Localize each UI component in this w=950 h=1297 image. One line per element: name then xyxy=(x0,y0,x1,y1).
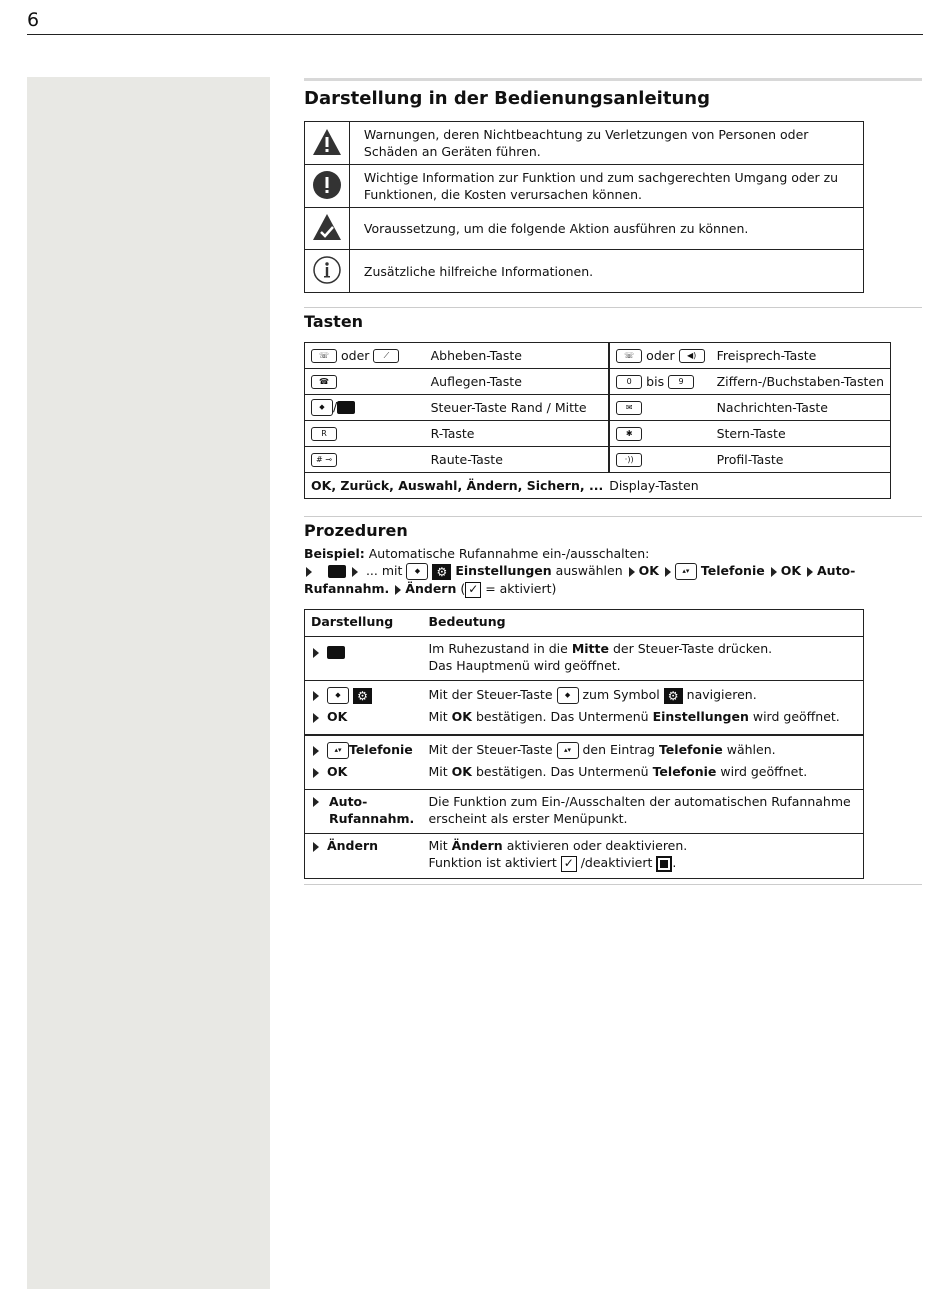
key-label: R-Taste xyxy=(425,421,610,447)
proc-left: Ändern xyxy=(305,834,423,879)
key-label: Nachrichten-Taste xyxy=(711,395,891,421)
step-arrow-icon xyxy=(313,768,319,778)
procedure-row xyxy=(305,834,864,879)
key-label: Profil-Taste xyxy=(711,447,891,473)
message-key-icon: ✉ xyxy=(616,401,642,415)
checked-box-icon: ✓ xyxy=(561,856,577,872)
keys-row xyxy=(305,395,891,421)
example-steps: ... mit ◆ ⚙ Einstellungen auswählen OK ▴▾ Telefonie OK Auto-Rufannahm. Ändern ( ✓ = aktiviert) xyxy=(304,563,856,596)
digit-zero-key-icon: 0 xyxy=(616,375,642,389)
keys-cell xyxy=(609,369,710,395)
notice-text: Wichtige Information zur Funktion und zum sachgerechten Umgang oder zu Funktionen, die Kosten verursachen können. xyxy=(349,165,863,208)
proc-right: Mit Ändern aktivieren oder deaktivieren. Funktion ist aktiviert ✓ /deaktiviert . xyxy=(422,834,863,879)
onhook-key-icon: ☎ xyxy=(311,375,337,389)
info-circle-icon xyxy=(305,250,350,293)
control-key-updown-icon: ▴▾ xyxy=(327,742,349,759)
example-mit: ... mit xyxy=(365,563,403,578)
notice-text: Voraussetzung, um die folgende Aktion ausführen zu können. xyxy=(349,208,863,250)
key-label: Steuer-Taste Rand / Mitte xyxy=(425,395,610,421)
notice-text: Zusätzliche hilfreiche Informationen. xyxy=(349,250,863,293)
key-label: Freisprech-Taste xyxy=(711,343,891,369)
control-key-icon: ◆ xyxy=(557,687,579,704)
keys-cell xyxy=(609,395,710,421)
warning-triangle-icon xyxy=(305,122,350,165)
proc-left: ◆ ⚙ OK xyxy=(305,681,423,736)
notice-row xyxy=(305,250,864,293)
key-label: Ziffern-/Buchstaben-Tasten xyxy=(711,369,891,395)
unchecked-box-icon xyxy=(656,856,672,872)
keys-cell xyxy=(609,343,710,369)
step-arrow-icon xyxy=(306,567,312,577)
settings-gear-icon: ⚙ xyxy=(432,564,451,580)
display-keys: OK, Zurück, Auswahl, Ändern, Sichern, ... xyxy=(305,473,610,499)
proc-right: Mit der Steuer-Taste ▴▾ den Eintrag Telefonie wählen. Mit OK bestätigen. Das Untermenü Telefonie wird geöffnet. xyxy=(422,735,863,790)
bis-text: bis xyxy=(646,373,665,389)
keys-cell xyxy=(609,447,710,473)
offhook-key-icon: ☏ xyxy=(311,349,337,363)
example-auto: Auto-Rufannahm. xyxy=(304,563,856,596)
display-keys-label: Display-Tasten xyxy=(609,473,890,499)
keys-cell xyxy=(609,421,710,447)
example-ok: OK xyxy=(780,563,802,578)
keys-row xyxy=(305,369,891,395)
keys-cell xyxy=(305,369,425,395)
keys-table xyxy=(304,342,891,499)
procedure-row xyxy=(305,637,864,681)
keys-cell xyxy=(305,421,425,447)
settings-gear-icon: ⚙ xyxy=(353,688,372,704)
step-arrow-icon xyxy=(395,585,401,595)
keys-title: Tasten xyxy=(304,312,364,331)
checked-box-icon: ✓ xyxy=(465,582,481,598)
step-arrow-icon xyxy=(629,567,635,577)
procedure-header-row xyxy=(305,610,864,637)
keys-row xyxy=(305,421,891,447)
digit-nine-key-icon: 9 xyxy=(668,375,694,389)
col-header: Darstellung xyxy=(311,614,394,629)
step-arrow-icon xyxy=(313,713,319,723)
step-arrow-icon xyxy=(807,567,813,577)
example-block xyxy=(304,545,864,598)
procedure-row xyxy=(305,681,864,736)
key-label: Abheben-Taste xyxy=(425,343,610,369)
speaker-key-icon: ◀) xyxy=(679,349,705,363)
procedure-table xyxy=(304,609,864,879)
example-auswaehlen: auswählen xyxy=(555,563,623,578)
control-key-center-icon xyxy=(328,565,346,578)
step-arrow-icon xyxy=(665,567,671,577)
example-line xyxy=(304,545,864,562)
settings-gear-icon: ⚙ xyxy=(664,688,683,704)
section-divider xyxy=(304,78,922,81)
profile-key-icon: ·)) xyxy=(616,453,642,467)
slash-text: / xyxy=(333,399,338,414)
section-divider xyxy=(304,307,922,308)
keys-cell xyxy=(305,447,425,473)
keys-row xyxy=(305,447,891,473)
control-key-center-icon xyxy=(327,646,345,659)
example-einstellungen: Einstellungen xyxy=(455,563,552,578)
exclamation-circle-icon xyxy=(305,165,350,208)
step-arrow-icon xyxy=(313,797,319,807)
control-key-updown-icon: ▴▾ xyxy=(675,563,697,580)
key-label: Stern-Taste xyxy=(711,421,891,447)
example-activated: = aktiviert) xyxy=(485,581,557,596)
proc-left xyxy=(305,637,423,681)
keys-cell xyxy=(305,343,425,369)
example-telefonie: Telefonie xyxy=(700,563,765,578)
proc-left: ▴▾ Telefonie OK xyxy=(305,735,423,790)
key-label: Raute-Taste xyxy=(425,447,610,473)
step-arrow-icon xyxy=(313,746,319,756)
keys-row xyxy=(305,473,891,499)
section-title: Darstellung in der Bedienungsanleitung xyxy=(304,88,710,109)
control-key-icon: ◆ xyxy=(327,687,349,704)
header-rule xyxy=(27,34,923,35)
proc-left: Auto- Rufannahm. xyxy=(305,790,423,834)
proc-right: Die Funktion zum Ein-/Ausschalten der automatischen Rufannahme erscheint als erster Menüpunkt. xyxy=(422,790,863,834)
offhook-key-alt-icon: ⟋ xyxy=(373,349,399,363)
notice-table xyxy=(304,121,864,293)
offhook-key-icon: ☏ xyxy=(616,349,642,363)
procedures-title: Prozeduren xyxy=(304,521,408,540)
keys-row xyxy=(305,343,891,369)
procedure-row xyxy=(305,790,864,834)
proc-right: Im Ruhezustand in die Mitte der Steuer-Taste drücken. Das Hauptmenü wird geöffnet. xyxy=(422,637,863,681)
step-arrow-icon xyxy=(771,567,777,577)
star-key-icon: ✱ xyxy=(616,427,642,441)
step-arrow-icon xyxy=(352,567,358,577)
step-arrow-icon xyxy=(313,691,319,701)
step-arrow-icon xyxy=(313,648,319,658)
control-key-icon: ◆ xyxy=(406,563,428,580)
example-text: Automatische Rufannahme ein-/ausschalten: xyxy=(368,546,650,561)
control-key-center-icon xyxy=(337,401,355,414)
notice-row xyxy=(305,208,864,250)
example-label: Beispiel: xyxy=(304,546,365,561)
r-key-icon: R xyxy=(311,427,337,441)
procedure-row xyxy=(305,735,864,790)
prerequisite-check-triangle-icon xyxy=(305,208,350,250)
proc-right: Mit der Steuer-Taste ◆ zum Symbol ⚙ navigieren. Mit OK bestätigen. Das Untermenü Einstellungen wird geöffnet. xyxy=(422,681,863,736)
section-divider xyxy=(304,516,922,517)
or-text: oder xyxy=(646,347,675,363)
notice-row xyxy=(305,122,864,165)
sidebar-panel xyxy=(27,77,270,1289)
step-arrow-icon xyxy=(313,842,319,852)
control-key-icon: ◆ xyxy=(311,399,333,416)
col-header: Bedeutung xyxy=(428,614,506,629)
keys-cell xyxy=(305,395,425,421)
example-aendern: Ändern xyxy=(405,581,457,596)
key-label: Auflegen-Taste xyxy=(425,369,610,395)
page-number: 6 xyxy=(27,9,40,31)
control-key-updown-icon: ▴▾ xyxy=(557,742,579,759)
notice-text: Warnungen, deren Nichtbeachtung zu Verletzungen von Personen oder Schäden an Geräten führen. xyxy=(349,122,863,165)
or-text: oder xyxy=(340,347,370,363)
example-ok: OK xyxy=(638,563,659,578)
notice-row xyxy=(305,165,864,208)
hash-key-icon: # ⊸ xyxy=(311,453,337,467)
section-divider xyxy=(304,884,922,885)
